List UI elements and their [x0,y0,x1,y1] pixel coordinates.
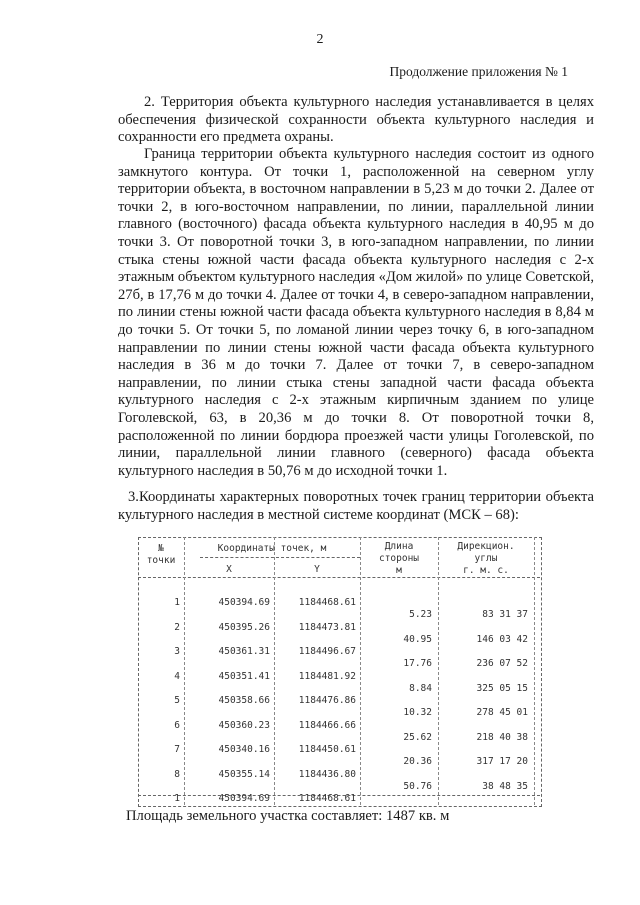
paragraph-territory: 2. Территория объекта культурного наследия устанавливается в целях обеспечения физической сохранности объекта культурного наследия и сохранности его предмета охраны. [118,94,594,146]
segment-direction: 146 03 42 [476,633,528,645]
point-number: 8 [174,768,180,780]
segment-direction: 278 45 01 [476,707,528,718]
segment-direction: 218 40 38 [476,731,528,743]
point-x: 450394.69 [218,793,270,804]
point-y: 1184436.80 [298,768,356,780]
segment-length: 20.36 [403,756,432,767]
point-y: 1184473.81 [298,621,356,633]
segment-direction: 317 17 20 [476,756,528,767]
table-header-divider [138,577,540,578]
header-x: X [226,564,232,575]
point-x: 450394.69 [218,597,270,608]
segment-length: 25.62 [403,731,432,743]
point-y: 1184466.66 [298,719,356,731]
segment-length: 10.32 [403,707,432,718]
header-number: № точки [146,543,176,566]
point-y: 1184468.61 [298,597,356,608]
point-x: 450340.16 [218,744,270,755]
point-y: 1184468.61 [298,793,356,804]
land-area: Площадь земельного участка составляет: 1487 кв. м [126,808,450,824]
segment-length: 5.23 [409,609,432,620]
segment-length: 40.95 [403,633,432,645]
paragraph-boundary-description: Граница территории объекта культурного наследия состоит из одного замкнутого контура. От точки 1, расположенной на северном углу территории объекта, в восточном направлении в 5,23 м до точки 2. Далее от точки 2, в юго-восточном направлении, по линии, параллельной линии главного (восточного) фасада объекта культурного наследия в 40,95 м до точки 3. От поворотной точки 3, в юго-западном направлении, по линии стыка стены южной части фасада объекта культурного наследия с 2-х этажным объектом культурного наследия «Дом жилой» по улице Советской, 27б, в 17,76 м до точки 4. Далее от точки 4, в северо-западном направлении, по линии стены южной части фасада объекта культурного наследия в 8,84 м до точки 5. От точки 5, по ломаной линии через точку 6, в юго-западном направлении по линии стены южной части фасада объекта культурного наследия в 36 м до точки 7. Далее от точки 7, в северо-западном направлении, по линии стыка стены западной части фасада объекта культурного наследия с 2-х этажным кирпичным зданием по улице Гоголевской, 63, в 20,36 м до точки 8. От поворотной точки 8, расположенной по линии бордюра проезжей части улицы Гоголевской, по линии, параллельной линии главного (северного) фасада объекта культурного наследия в 50,76 м до исходной точки 1. [118,146,594,479]
point-number: 5 [174,695,180,706]
point-number: 4 [174,670,180,682]
point-number: 1 [174,793,180,804]
segment-length: 8.84 [409,682,432,694]
header-coordinates: Координаты точек, м [217,543,327,554]
point-x: 450355.14 [218,768,270,780]
segment-direction: 38 48 35 [482,780,528,792]
header-direction: Дирекцион. углы г. м. с. [457,541,515,576]
point-number: 7 [174,744,180,755]
point-x: 450395.26 [218,621,270,633]
segment-length: 17.76 [403,658,432,669]
appendix-label: Продолжение приложения № 1 [389,64,568,79]
coords-subheader-divider [200,557,360,558]
header-length: Длина стороны м [378,541,420,576]
segment-direction: 236 07 52 [476,658,528,669]
point-y: 1184476.86 [298,695,356,706]
segment-direction: 325 05 15 [476,682,528,694]
page-number: 2 [316,32,324,47]
point-y: 1184450.61 [298,744,356,755]
paragraph-coordinates-intro: 3.Координаты характерных поворотных точек границ территории объекта культурного наследия в местной системе координат (МСК – 68): [118,489,594,523]
point-y: 1184481.92 [298,670,356,682]
segment-direction: 83 31 37 [482,609,528,620]
point-number: 2 [174,621,180,633]
point-x: 450358.66 [218,695,270,706]
point-number: 1 [174,597,180,608]
point-x: 450360.23 [218,719,270,731]
point-number: 3 [174,646,180,657]
col-divider [534,537,535,805]
point-number: 6 [174,719,180,731]
segment-length: 50.76 [403,780,432,792]
header-y: Y [314,564,320,575]
point-y: 1184496.67 [298,646,356,657]
point-x: 450351.41 [218,670,270,682]
coordinates-table [138,537,542,807]
point-x: 450361.31 [218,646,270,657]
